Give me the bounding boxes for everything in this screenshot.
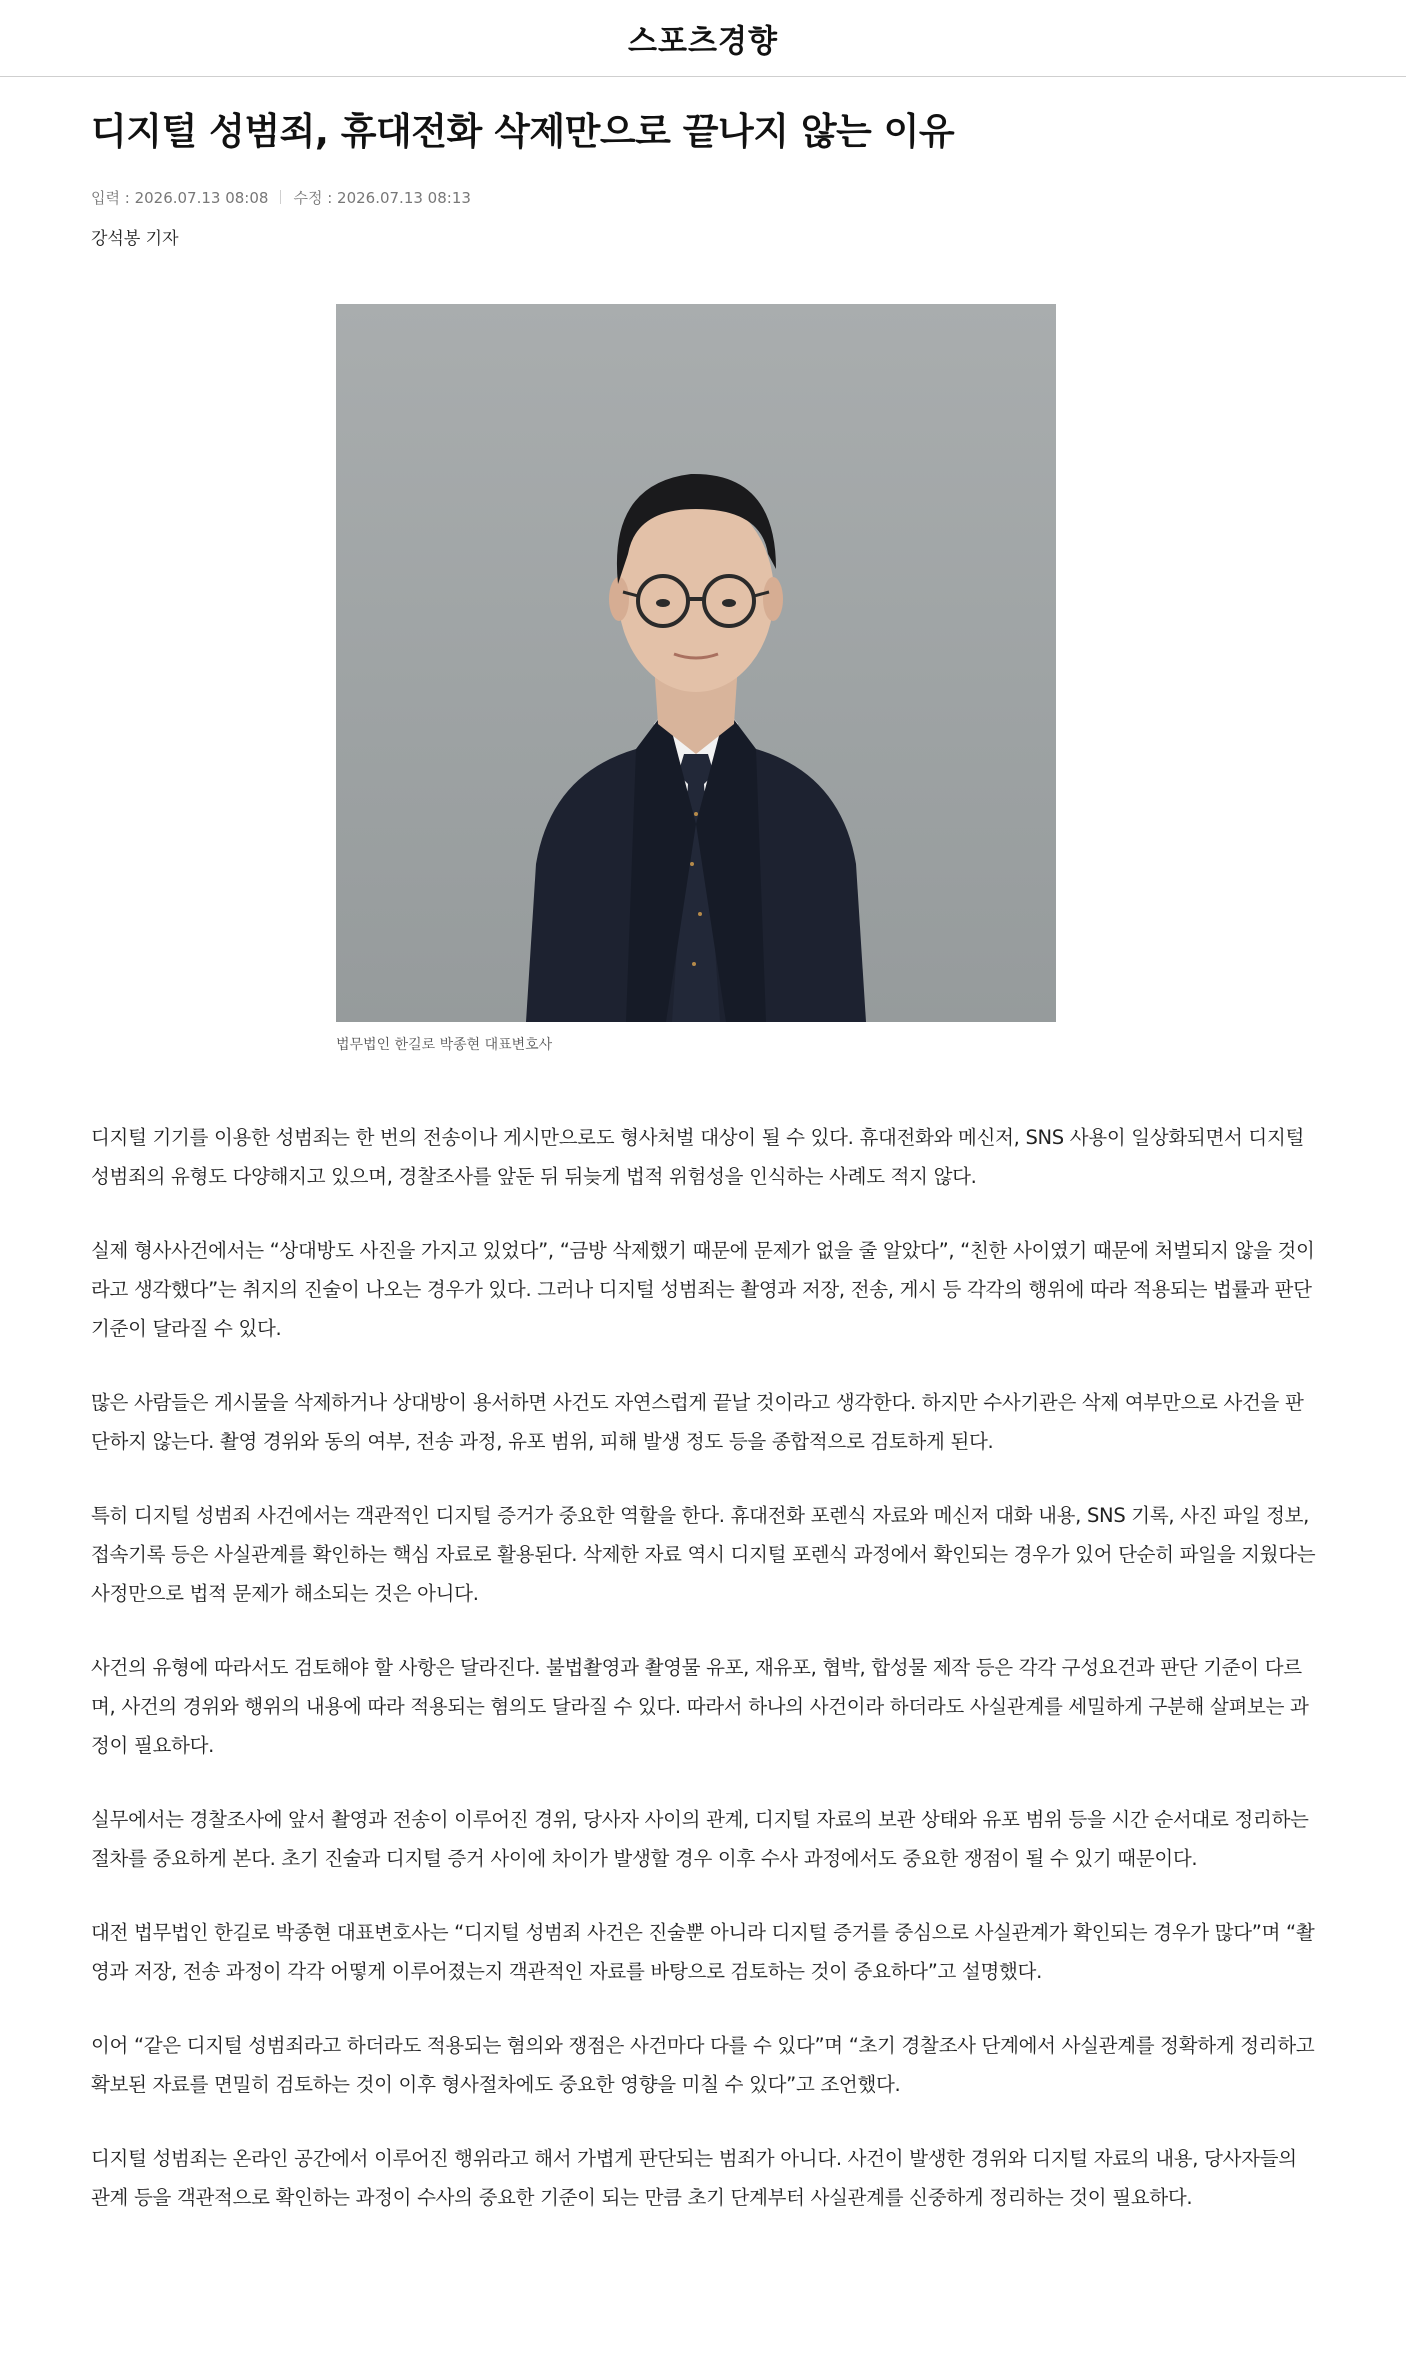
- published-date: 입력 : 2026.07.13 08:08: [91, 188, 269, 207]
- article-paragraph: 이어 “같은 디지털 성범죄라고 하더라도 적용되는 혐의와 쟁점은 사건마다 다를 수 있다”며 “초기 경찰조사 단계에서 사실관계를 정확하게 정리하고 확보된 자료를 면밀히 검토하는 것이 이후 형사절차에도 중요한 영향을 미칠 수 있다”고 조언했다.: [91, 2034, 1315, 2096]
- site-logo[interactable]: 스포츠경향: [628, 23, 778, 61]
- article-paragraph: 많은 사람들은 게시물을 삭제하거나 상대방이 용서하면 사건도 자연스럽게 끝날 것이라고 생각한다. 하지만 수사기관은 삭제 여부만으로 사건을 판단하지 않는다. 촬영 경위와 동의 여부, 전송 과정, 유포 범위, 피해 발생 정도 등을 종합적으로 검토하게 된다.: [91, 1391, 1304, 1453]
- article-header: [91, 77, 1319, 251]
- article-dates: [91, 187, 1319, 207]
- article-paragraph: 대전 법무법인 한길로 박종현 대표변호사는 “디지털 성범죄 사건은 진술뿐 아니라 디지털 증거를 중심으로 사실관계가 확인되는 경우가 많다”며 “촬영과 저장, 전송 과정이 각각 어떻게 이루어졌는지 객관적인 자료를 바탕으로 검토하는 것이 중요하다”고 설명했다.: [91, 1921, 1315, 1983]
- article-paragraph: 사건의 유형에 따라서도 검토해야 할 사항은 달라진다. 불법촬영과 촬영물 유포, 재유포, 협박, 합성물 제작 등은 각각 구성요건과 판단 기준이 다르며, 사건의 경위와 행위의 내용에 따라 적용되는 혐의도 달라질 수 있다. 따라서 하나의 사건이라 하더라도 사실관계를 세밀하게 구분해 살펴보는 과정이 필요하다.: [91, 1656, 1309, 1757]
- article-paragraph: 디지털 성범죄는 온라인 공간에서 이루어진 행위라고 해서 가볍게 판단되는 범죄가 아니다. 사건이 발생한 경위와 디지털 자료의 내용, 당사자들의 관계 등을 객관적으로 확인하는 과정이 수사의 중요한 기준이 되는 만큼 초기 단계부터 사실관계를 신중하게 정리하는 것이 필요하다.: [91, 2147, 1297, 2209]
- lawyer-portrait-photo: [336, 304, 1056, 1022]
- article-body: [91, 1118, 1319, 2252]
- photo-caption: 법무법인 한길로 박종현 대표변호사: [336, 1037, 553, 1053]
- article-paragraph: 디지털 기기를 이용한 성범죄는 한 번의 전송이나 게시만으로도 형사처벌 대상이 될 수 있다. 휴대전화와 메신저, SNS 사용이 일상화되면서 디지털 성범죄의 유형도 다양해지고 있으며, 경찰조사를 앞둔 뒤 뒤늦게 법적 위험성을 인식하는 사례도 적지 않다.: [91, 1126, 1305, 1188]
- site-header: [0, 0, 1406, 77]
- portrait-illustration: [336, 304, 1056, 1022]
- article-paragraph: 실무에서는 경찰조사에 앞서 촬영과 전송이 이루어진 경위, 당사자 사이의 관계, 디지털 자료의 보관 상태와 유포 범위 등을 시간 순서대로 정리하는 절차를 중요하게 본다. 초기 진술과 디지털 증거 사이에 차이가 발생할 경우 이후 수사 과정에서도 중요한 쟁점이 될 수 있기 때문이다.: [91, 1808, 1309, 1870]
- article-paragraph: 특히 디지털 성범죄 사건에서는 객관적인 디지털 증거가 중요한 역할을 한다. 휴대전화 포렌식 자료와 메신저 대화 내용, SNS 기록, 사진 파일 정보, 접속기록 등은 사실관계를 확인하는 핵심 자료로 활용된다. 삭제한 자료 역시 디지털 포렌식 과정에서 확인되는 경우가 있어 단순히 파일을 지웠다는 사정만으로 법적 문제가 해소되는 것은 아니다.: [91, 1504, 1316, 1605]
- article-title: 디지털 성범죄, 휴대전화 삭제만으로 끝나지 않는 이유: [91, 110, 955, 153]
- article-figure: [336, 304, 1056, 1054]
- article-paragraph: 실제 형사사건에서는 “상대방도 사진을 가지고 있었다”, “금방 삭제했기 때문에 문제가 없을 줄 알았다”, “친한 사이였기 때문에 처벌되지 않을 것이라고 생각했다”는 취지의 진술이 나오는 경우가 있다. 그러나 디지털 성범죄는 촬영과 저장, 전송, 게시 등 각각의 행위에 따라 적용되는 법률과 판단 기준이 달라질 수 있다.: [91, 1239, 1315, 1340]
- author-byline[interactable]: 강석봉 기자: [91, 229, 179, 249]
- modified-date: 수정 : 2026.07.13 08:13: [293, 188, 471, 207]
- date-divider: [280, 190, 281, 204]
